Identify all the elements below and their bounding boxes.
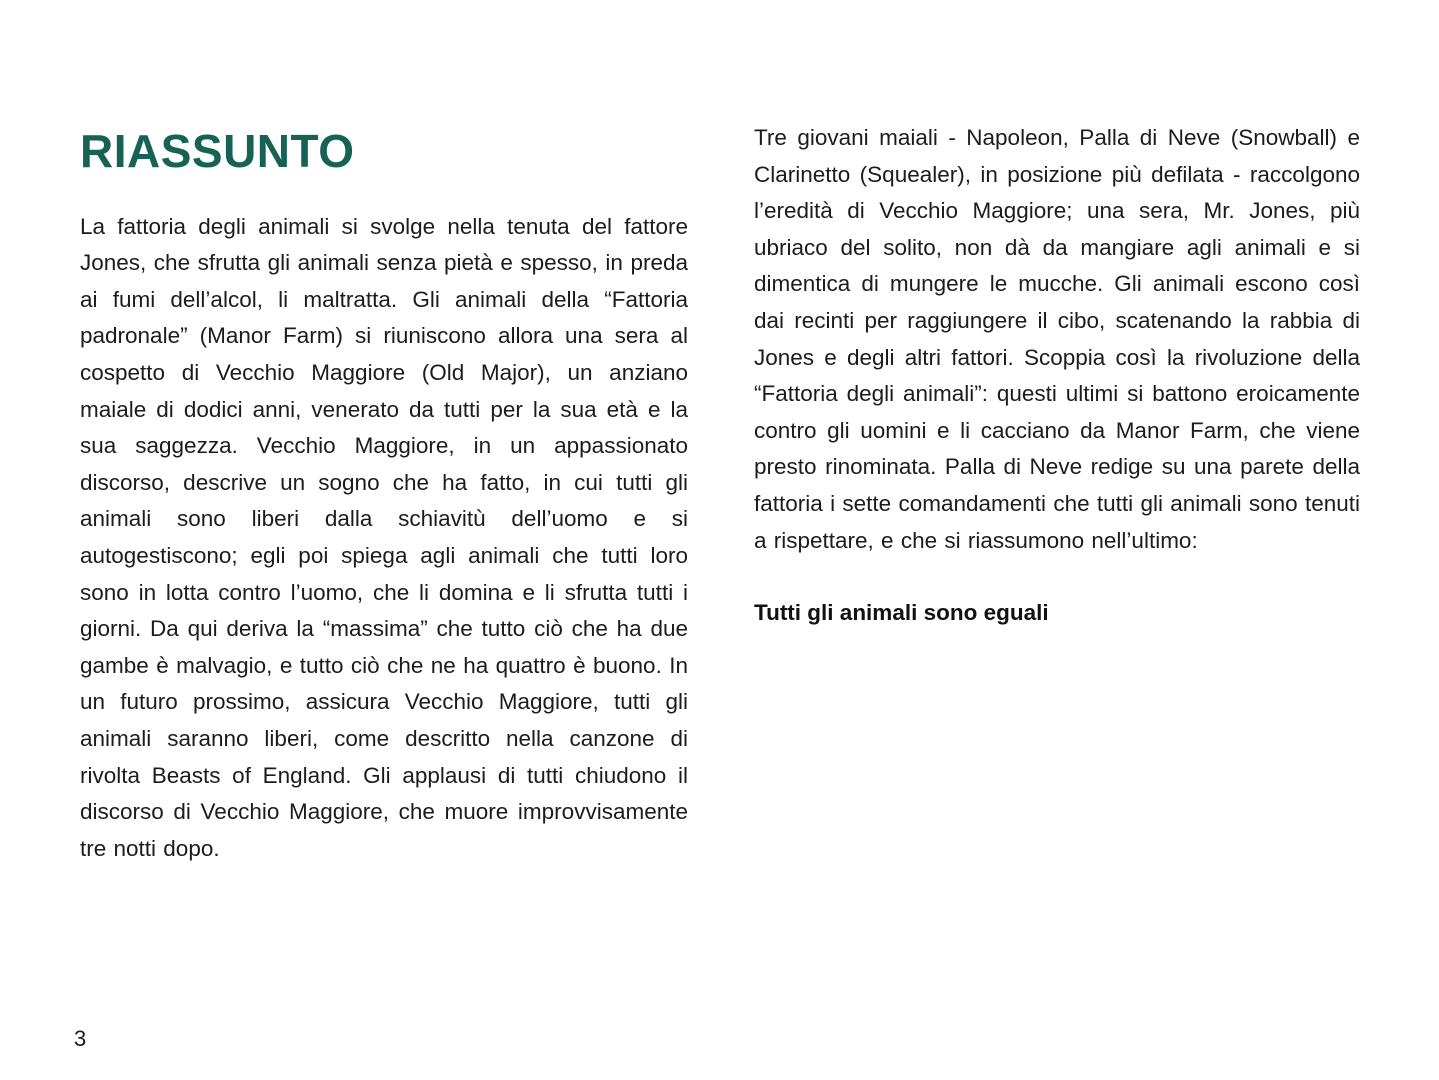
slogan-text: Tutti gli animali sono eguali	[754, 600, 1049, 626]
page-title: RIASSUNTO	[80, 125, 355, 177]
right-column	[754, 120, 1360, 632]
summary-paragraph-left: La fattoria degli animali si svolge nella tenuta del fattore Jones, che sfrutta gli animali senza pietà e spesso, in preda ai fumi dell’alcol, li maltratta. Gli animali della “Fattoria padronale” (Manor Farm) si riuniscono allora una sera al cospetto di Vecchio Maggiore (Old Major), un anziano maiale di dodici anni, venerato da tutti per la sua età e la sua saggezza. Vecchio Maggiore, in un appassionato discorso, descrive un sogno che ha fatto, in cui tutti gli animali sono liberi dalla schiavitù dell’uomo e si autogestiscono; egli poi spiega agli animali che tutti loro sono in lotta contro l’uomo, che li domina e li sfrutta tutti i giorni. Da qui deriva la “massima” che tutto ciò che ha due gambe è malvagio, e tutto ciò che ne ha quattro è buono. In un futuro prossimo, assicura Vecchio Maggiore, tutti gli animali saranno liberi, come descritto nella canzone di rivolta Beasts of England. Gli applausi di tutti chiudono il discorso di Vecchio Maggiore, che muore improvvisamente tre notti dopo.	[80, 213, 688, 861]
left-column	[80, 126, 688, 867]
page-number: 3	[74, 1026, 87, 1051]
summary-paragraph-right: Tre giovani maiali - Napoleon, Palla di Neve (Snowball) e Clarinetto (Squealer), in posizione più defilata - raccolgono l’eredità di Vecchio Maggiore; una sera, Mr. Jones, più ubriaco del solito, non dà da mangiare agli animali e si dimentica di mungere le mucche. Gli animali escono così dai recinti per raggiungere il cibo, scatenando la rabbia di Jones e degli altri fattori. Scoppia così la rivoluzione della “Fattoria degli animali”: questi ultimi si battono eroicamente contro gli uomini e li cacciano da Manor Farm, che viene presto rinominata. Palla di Neve redige su una parete della fattoria i sette comandamenti che tutti gli animali sono tenuti a rispettare, e che si riassumono nell’ultimo:	[754, 125, 1360, 553]
